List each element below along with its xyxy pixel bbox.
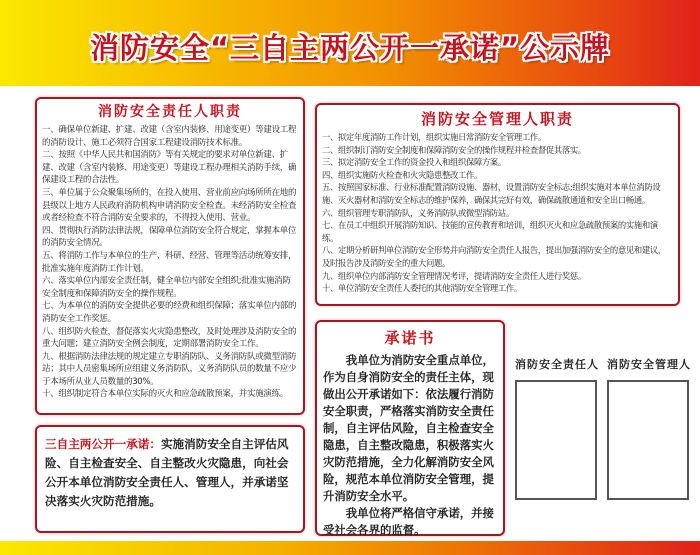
duty-item: 一、确保单位新建、扩建、改建（含室内装修、用途变更）等建设工程的消防设计、施工必须符合国家工程建设消防技术标准。 xyxy=(42,125,297,148)
duty-item: 七、在员工中组织开展消防知识、技能的宣传教育和培训，组织灭火和应急疏散预案的实施和演练。 xyxy=(322,220,658,243)
duty-item: 三、拟定消防安全工作的资金投入和组织保障方案。 xyxy=(322,157,506,168)
responsible-person-duties-panel xyxy=(35,97,305,415)
pledge-panel xyxy=(315,320,505,536)
duty-item: 八、定期分析研判单位消防安全形势并向消防安全责任人报告，提出加强消防安全的意见和建议，及时报告涉及消防安全的重大问题。 xyxy=(322,245,666,268)
manager-photo-label: 消防安全管理人 xyxy=(607,358,691,371)
responsible-person-photo-label: 消防安全责任人 xyxy=(515,358,599,371)
page-title: 消防安全“三自主两公开一承诺”公示牌 xyxy=(89,31,611,65)
duty-item: 四、贯彻执行消防法律法规，保障单位消防安全符合规定，掌握本单位的消防安全情况。 xyxy=(42,225,297,249)
manager-duties-panel xyxy=(315,103,680,306)
summary-label: 三自主两公开一承诺： xyxy=(45,437,161,451)
summary-text xyxy=(45,435,295,511)
pledge-paragraph: 我单位将严格信守承诺，并接受社会各界的监督。 xyxy=(323,506,494,537)
summary-panel xyxy=(35,425,305,533)
manager-photo-frame xyxy=(607,380,689,500)
duty-item: 八、组织防火检查，督促落实火灾隐患整改，及时处理涉及消防安全的重大问题；建立消防安全例会制度，定期部署消防安全工作。 xyxy=(42,326,297,350)
duty-item: 五、将消防工作与本单位的生产、科研、经营、管理等活动统筹安排，批准实施年度消防工作计划。 xyxy=(42,250,297,274)
duty-item: 二、按照《中华人民共和国消防》等有关规定的要求对单位新建、扩建、改建（含室内装修、用途变更）等建设工程办理相关消防手续，确保建设工程的合法性。 xyxy=(42,150,297,186)
duty-item: 九、根据消防法律法规的规定建立专职消防队、义务消防队或微型消防站；其中人员密集场所应组建义务消防队，义务消防队员的数量不应少于本场所从业人员数量的30%。 xyxy=(42,351,297,387)
duty-item: 六、落实单位内部安全责任制，健全单位内部安全组织;批准实施消防安全制度和保障消防安全的操作规程。 xyxy=(42,276,291,299)
duty-item: 二、组织制订消防安全制度和保障消防安全的操作规程并检查督促其落实。 xyxy=(322,144,586,155)
duty-item: 一、拟定年度消防工作计划，组织实施日常消防安全管理工作。 xyxy=(322,132,546,142)
duty-item: 三、单位属于公众聚集场所的，在投入使用、营业前应向场所所在地的县级以上地方人民政府消防机构申请消防安全检查。未经消防安全检查或者经检查不符合消防安全要求的，不得投入使用、营业。 xyxy=(42,187,297,224)
duty-item: 十、单位消防安全责任人委托的其他消防安全管理工作。 xyxy=(322,283,522,294)
summary-body: 实施消防安全自主评估风险、自主检查安全、自主整改火灾隐患，向社会公开本单位消防安全责任人、管理人，并承诺坚决落实火灾防范措施。 xyxy=(45,437,289,508)
duty-item: 四、组织实施防火检查和火灾隐患整改工作。 xyxy=(322,169,482,180)
duty-item: 六、组织管理专职消防队，义务消防队或微型消防站。 xyxy=(322,207,514,218)
duty-item: 十、组织制定符合本单位实际的灭火和应急疏散预案，并实施演练。 xyxy=(42,389,289,400)
responsible-person-duties-title: 消防安全责任人职责 xyxy=(98,104,242,120)
responsible-person-photo-frame xyxy=(515,380,597,500)
manager-duties-title: 消防安全管理人职责 xyxy=(420,110,574,128)
pledge-title: 承诺书 xyxy=(384,329,436,347)
pledge-paragraph: 我单位为消防安全重点单位，作为自身消防安全的责任主体，现做出公开承诺如下：依法履行消防安全职责，严格落实消防安全责任制，自主评估风险，自主检查安全隐患，自主整改隐患，积极落实火灾防范措施，全力化解消防安全风险，规范本单位消防安全管理，提升消防安全水平。 xyxy=(323,353,494,503)
duty-item: 五、按照国家标准、行业标准配置消防设施、器材，设置消防安全标志;组织实施对本单位消防设施、灭火器材和消防安全标志的维护保养，确保其完好有效，确保疏散通道和安全出口畅通。 xyxy=(322,182,661,205)
footer-bar xyxy=(0,541,700,555)
duty-item: 九、组织单位内部消防安全管理情况考评，提请消防安全责任人进行奖惩。 xyxy=(322,270,586,281)
header-banner xyxy=(0,0,700,86)
duty-item: 七、为本单位的消防安全提供必要的经费和组织保障；落实单位内部的消防安全工作奖惩。 xyxy=(42,301,297,324)
